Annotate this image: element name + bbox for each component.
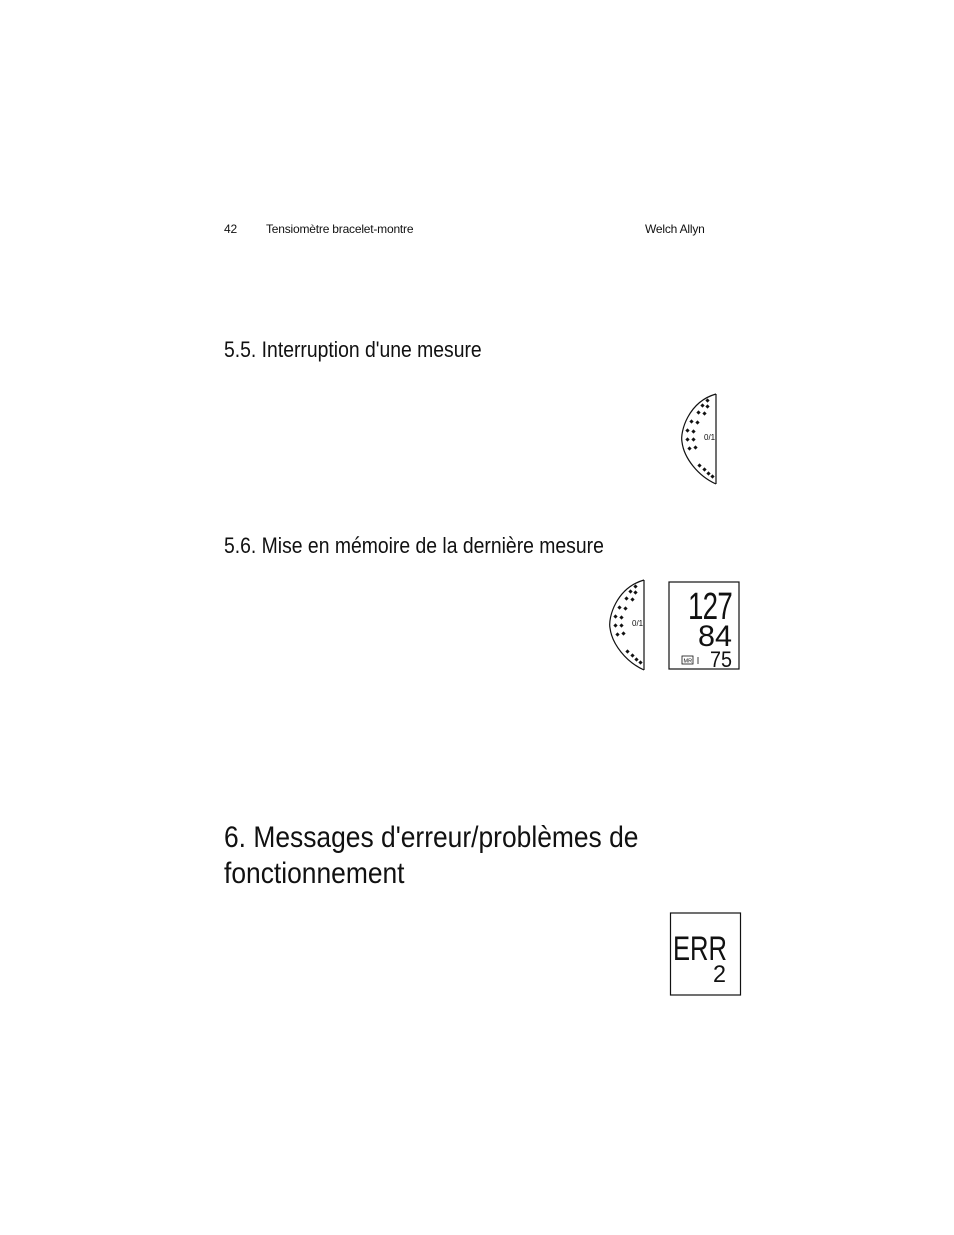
- section-5-5-title: 5.5. Interruption d'une mesure: [224, 337, 482, 362]
- section-6-title-line2: fonctionnement: [224, 857, 405, 890]
- memory-mark: MR: [683, 658, 693, 665]
- power-button-illustration: [678, 392, 722, 486]
- error-code-number: 2: [713, 961, 726, 988]
- document-title: Tensiomètre bracelet-montre: [266, 222, 414, 236]
- section-6-title: [224, 820, 638, 892]
- section-6-title-line1: 6. Messages d'erreur/problèmes de: [224, 821, 639, 854]
- error-lcd-display: [669, 912, 729, 997]
- memory-lcd-display: [668, 581, 732, 671]
- systolic-value: 127: [688, 586, 732, 628]
- error-code-text: ERR: [673, 930, 727, 968]
- diastolic-value: 84: [698, 620, 732, 653]
- section-5-6-title: 5.6. Mise en mémoire de la dernière mesure: [224, 533, 604, 558]
- brand-name: Welch Allyn: [645, 222, 705, 236]
- pulse-value: 75: [710, 647, 732, 672]
- button-label: 0/1: [632, 619, 644, 628]
- memory-button-illustration: [606, 578, 650, 672]
- button-label: 0/1: [704, 433, 716, 442]
- page-number: 42: [224, 222, 237, 236]
